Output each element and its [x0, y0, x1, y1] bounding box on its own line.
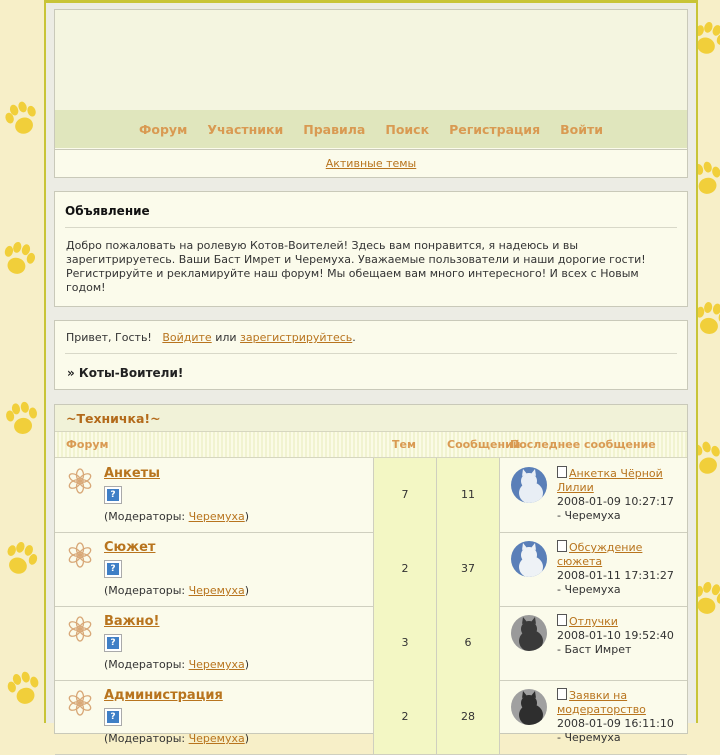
last-post-link[interactable]: Заявки на модераторство [557, 689, 646, 716]
last-post-author: - Баст Имрет [557, 643, 632, 656]
forum-row [55, 532, 687, 607]
last-post-date: 2008-01-11 17:31:27 [557, 569, 674, 582]
nav-register[interactable]: Регистрация [449, 121, 541, 137]
document-icon [557, 466, 567, 478]
register-link[interactable]: зарегистрируйтесь [240, 331, 353, 344]
mods-suffix: ) [244, 658, 250, 671]
last-post-info [557, 466, 685, 523]
question-mark-glyph: ? [107, 563, 119, 575]
question-mark-glyph: ? [107, 489, 119, 501]
forum-row [55, 680, 687, 755]
mods-prefix: (Модераторы: [104, 658, 189, 671]
breadcrumb: » Коты-Воители! [67, 366, 184, 380]
announcement-text: Добро пожаловать на ролевую Котов-Воителей! Здесь вам понравится, я надеюсь и вы зарегитрируетесь. Ваши Баст Имрет и Черемуха. Уважаемые пользователи и наши дорогие гости! Регистрируйте и рекламируйте наш форум! Мы обещаем вам много интересного! И всех с Новым годом! [66, 239, 646, 294]
user-avatar [511, 467, 547, 503]
greeting-text: Привет, Гость! [66, 331, 152, 344]
col-posts: Сообщений [447, 438, 521, 451]
forum-name-link[interactable]: Важно! [104, 614, 160, 629]
welcome-box [54, 320, 688, 390]
active-topics-link[interactable]: Активные темы [325, 157, 417, 170]
announcement-box [54, 191, 688, 307]
moderator-link[interactable]: Черемуха [188, 584, 245, 597]
category-header [55, 405, 687, 432]
nav-search[interactable]: Поиск [385, 121, 430, 137]
post-count: 28 [436, 680, 499, 754]
last-post-info [557, 688, 685, 745]
forum-moderators [104, 584, 249, 597]
forum-help-icon[interactable] [104, 708, 122, 726]
forum-name-link[interactable]: Администрация [104, 688, 223, 703]
site-header [54, 9, 688, 178]
forum-help-icon[interactable] [104, 486, 122, 504]
main-nav [55, 110, 687, 148]
last-post-cell [499, 680, 688, 754]
forum-row [55, 606, 687, 681]
col-last-post: Последнее сообщение [510, 438, 656, 451]
forum-flower-icon [67, 690, 93, 716]
forum-name-link[interactable]: Анкеты [104, 466, 160, 481]
user-avatar [511, 615, 547, 651]
document-icon [557, 540, 567, 552]
topic-count: 2 [373, 532, 436, 606]
forum-moderators [104, 732, 249, 745]
forum-flower-icon [67, 468, 93, 494]
last-post-cell [499, 606, 688, 680]
last-post-author: - Черемуха [557, 509, 621, 522]
forum-flower-icon [67, 542, 93, 568]
mods-prefix: (Модераторы: [104, 510, 189, 523]
last-post-author: - Черемуха [557, 583, 621, 596]
moderator-link[interactable]: Черемуха [188, 658, 245, 671]
sub-nav [55, 149, 687, 178]
mods-suffix: ) [244, 584, 250, 597]
login-link[interactable]: Войдите [162, 331, 212, 344]
nav-forum[interactable]: Форум [139, 121, 188, 137]
post-count: 11 [436, 458, 499, 532]
category-title: ~Техничка!~ [66, 411, 161, 426]
last-post-link[interactable]: Отлучки [569, 615, 618, 628]
topic-count: 7 [373, 458, 436, 532]
post-count: 37 [436, 532, 499, 606]
forum-name-link[interactable]: Сюжет [104, 540, 156, 555]
user-avatar [511, 541, 547, 577]
mods-prefix: (Модераторы: [104, 584, 189, 597]
welcome-line [66, 331, 356, 344]
divider [65, 353, 677, 354]
last-post-cell [499, 532, 688, 606]
last-post-link[interactable]: Анкетка Чёрной Лилии [557, 467, 663, 494]
nav-rules[interactable]: Правила [303, 121, 366, 137]
post-count: 6 [436, 606, 499, 680]
question-mark-glyph: ? [107, 711, 119, 723]
nav-login[interactable]: Войти [560, 121, 603, 137]
moderator-link[interactable]: Черемуха [188, 510, 245, 523]
last-post-date: 2008-01-10 19:52:40 [557, 629, 674, 642]
announcement-title: Объявление [65, 204, 150, 218]
topic-count: 2 [373, 680, 436, 754]
header-banner [55, 10, 687, 110]
last-post-date: 2008-01-09 10:27:17 [557, 495, 674, 508]
mods-suffix: ) [244, 510, 250, 523]
nav-members[interactable]: Участники [207, 121, 284, 137]
last-post-link[interactable]: Обсуждение сюжета [557, 541, 643, 568]
col-topics: Тем [392, 438, 416, 451]
last-post-date: 2008-01-09 16:11:10 [557, 717, 674, 730]
page-container [44, 0, 698, 745]
category-box [54, 404, 688, 745]
mods-prefix: (Модераторы: [104, 732, 189, 745]
forum-help-icon[interactable] [104, 634, 122, 652]
moderator-link[interactable]: Черемуха [188, 732, 245, 745]
forum-flower-icon [67, 616, 93, 642]
question-mark-glyph: ? [107, 637, 119, 649]
document-icon [557, 688, 567, 700]
topic-count: 3 [373, 606, 436, 680]
divider [65, 227, 677, 228]
forum-moderators [104, 658, 249, 671]
forum-row [55, 458, 687, 533]
last-post-cell [499, 458, 688, 532]
period-text: . [352, 331, 356, 344]
col-forum: Форум [66, 438, 109, 451]
last-post-info [557, 540, 685, 597]
document-icon [557, 614, 567, 626]
last-post-author: - Черемуха [557, 731, 621, 744]
or-text: или [215, 331, 237, 344]
forum-moderators [104, 510, 249, 523]
last-post-info [557, 614, 685, 657]
column-headers [55, 432, 687, 458]
forum-help-icon[interactable] [104, 560, 122, 578]
mods-suffix: ) [244, 732, 250, 745]
